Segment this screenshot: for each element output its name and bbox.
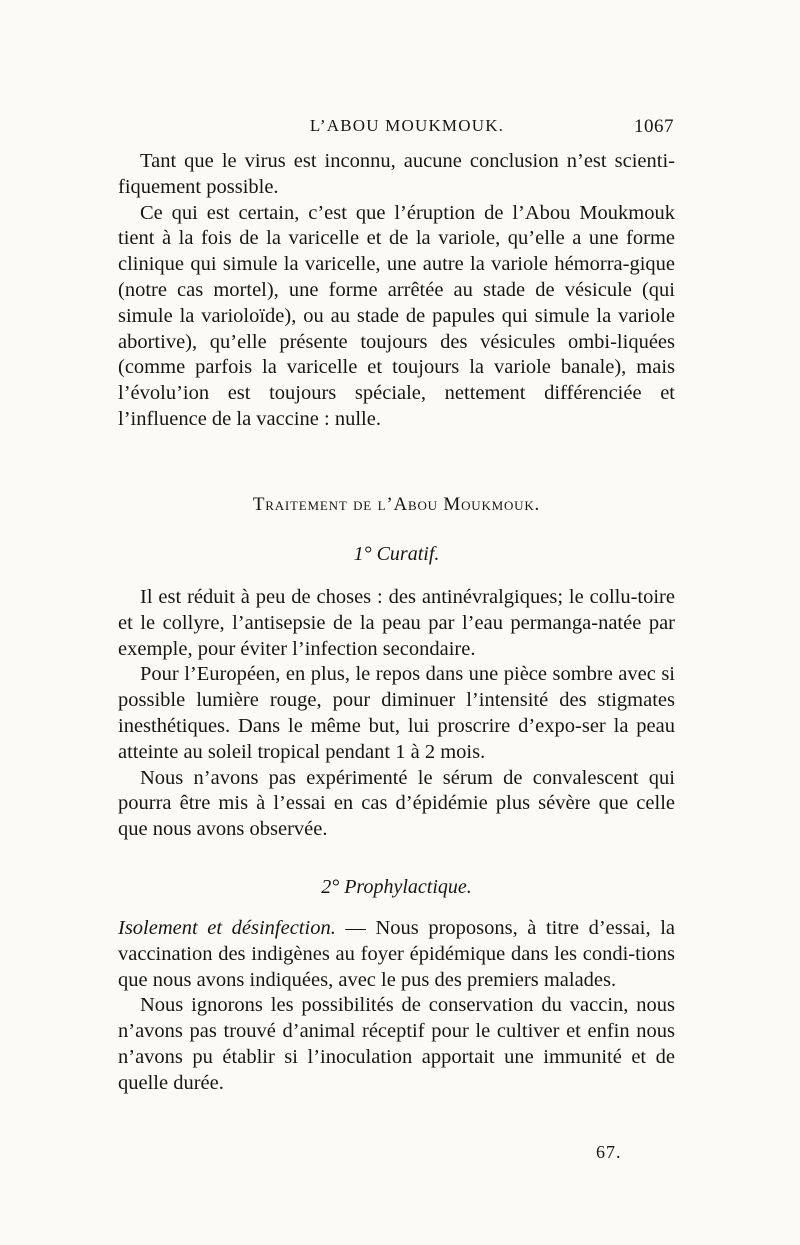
curatif-text (118, 585, 675, 843)
paragraph-isolement (118, 916, 675, 993)
paragraph-virus-unknown: Tant que le virus est inconnu, aucune conclusion n’est scienti-fiquement possible. (118, 150, 675, 198)
paragraph-eruption-description: Ce qui est certain, c’est que l’éruption de l’Abou Moukmouk tient à la fois de la varicelle et de la variole, qu’elle a une forme clinique qui simule la varicelle, une autre la variole hémorra-gique (notre cas mortel), une forme arrêtée au stade de vésicule (qui simule la varioloïde), ou au stade de papules qui simule la variole abortive), qu’elle présente toujours des vésicules ombi-liquées (comme parfois la varicelle et toujours la variole banale), mais l’évolu’ion est toujours spéciale, nettement différenciée et l’influence de la vaccine : nulle. (118, 201, 675, 430)
paragraph-european-rest: Pour l’Européen, en plus, le repos dans une pièce sombre avec si possible lumière rouge, pour diminuer l’intensité des stigmates inesthétiques. Dans le même but, lui proscrire d’expo-ser la peau atteinte au soleil tropical pendant 1 à 2 mois. (118, 663, 675, 763)
subheading-curatif: 1° Curatif. (353, 543, 440, 565)
isolement-rest: — Nous proposons, à titre d’essai, la vaccination des indigènes au foyer épidémique dans les condi-tions que nous avons indiquées, avec le pus des premiers malades. (118, 917, 675, 991)
paragraph-serum: Nous n’avons pas expérimenté le sérum de convalescent qui pourra être mis à l’essai en cas d’épidémie plus sévère que celle que nous avons observée. (118, 766, 675, 841)
running-header (140, 116, 674, 140)
paragraph-vaccine-conservation: Nous ignorons les possibilités de conservation du vaccin, nous n’avons pas trouvé d’animal réceptif pour le cultiver et enfin nous n’avons pu établir si l’inoculation apportait une immunité et de quelle durée. (118, 994, 675, 1094)
paragraph-curatif-treatment: Il est réduit à peu de choses : des antinévralgiques; le collu-toire et le collyre, l’antisepsie de la peau par l’eau permanga-natée par exemple, pour éviter l’infection secondaire. (118, 586, 675, 660)
page-number: 1067 (634, 116, 674, 137)
intro-text (118, 149, 675, 433)
running-title: L’ABOU MOUKMOUK. (309, 116, 505, 135)
prophylactique-text (118, 916, 675, 1097)
isolement-lead: Isolement et désinfection. (118, 917, 336, 939)
section-title: Traitement de l’Abou Moukmouk. (252, 494, 541, 515)
signature-mark: 67. (596, 1142, 622, 1162)
subheading-prophylactique: 2° Prophylactique. (321, 876, 472, 898)
